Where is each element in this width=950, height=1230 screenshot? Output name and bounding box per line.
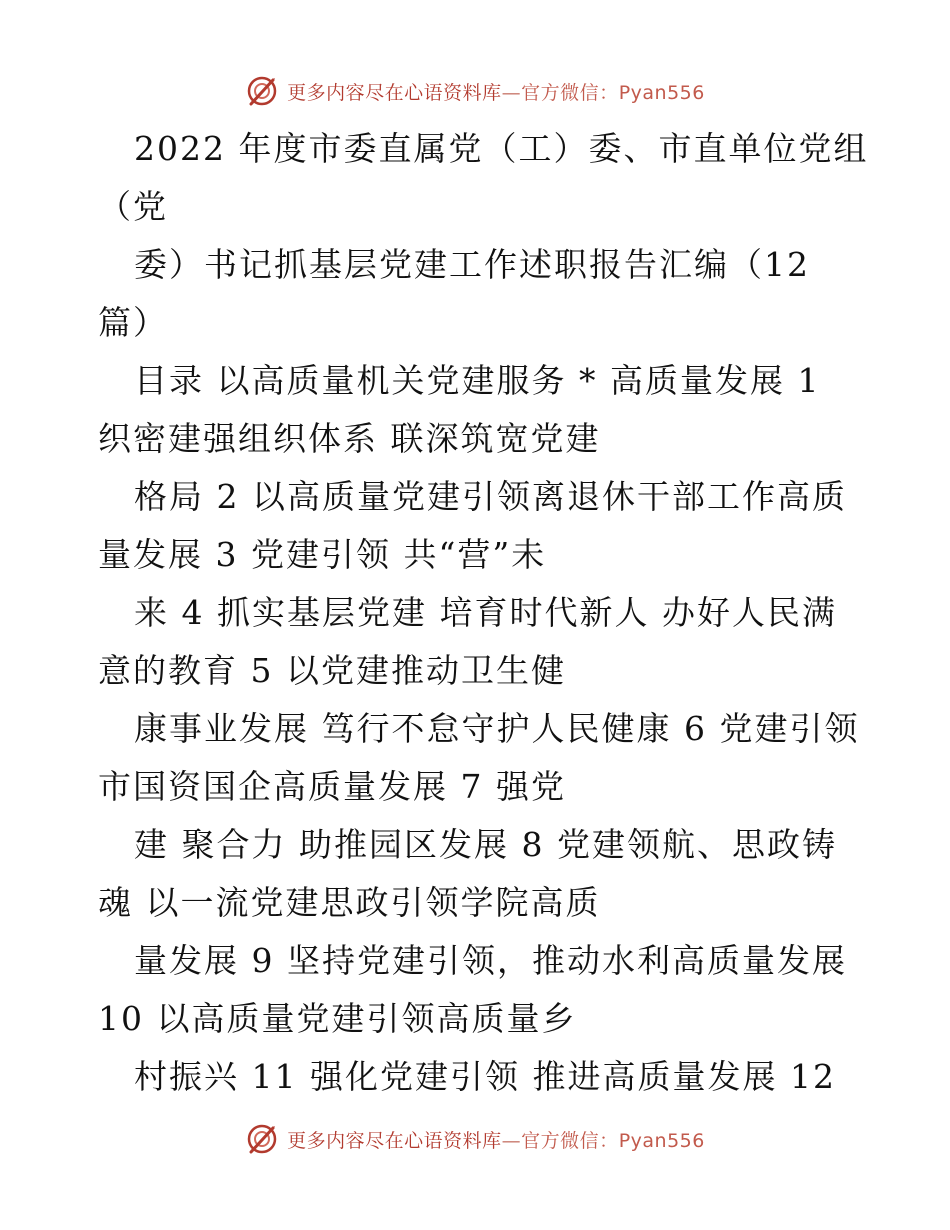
- watermark-text: [287, 1126, 705, 1153]
- watermark-site-name: 更多内容尽在心语资料库: [287, 81, 502, 104]
- watermark-separator: —: [501, 1129, 522, 1152]
- quill-logo-icon: [245, 1122, 279, 1156]
- footer-watermark-banner: [0, 1122, 950, 1156]
- body-text-line: 建 聚合力 助推园区发展 8 党建领航、思政铸: [134, 825, 837, 864]
- body-text-line: 量发展 3 党建引领 共“营”未: [98, 535, 547, 574]
- body-text-line: 村振兴 11 强化党建引领 推进高质量发展 12: [134, 1057, 836, 1096]
- body-text-line: 格局 2 以高质量党建引领离退休干部工作高质: [134, 477, 847, 516]
- body-text-line: 意的教育 5 以党建推动卫生健: [98, 651, 566, 690]
- quill-logo-icon: [245, 74, 279, 108]
- body-text-line: （党: [98, 187, 168, 226]
- body-text-line: 委）书记抓基层党建工作述职报告汇编（12: [134, 245, 810, 284]
- watermark-wechat-id: Pyan556: [618, 1129, 705, 1152]
- body-text-line: 篇）: [98, 303, 168, 342]
- header-watermark-banner: [0, 74, 950, 108]
- body-text-line: 量发展 9 坚持党建引领，推动水利高质量发展: [134, 941, 847, 980]
- body-text-line: 织密建强组织体系 联深筑宽党建: [98, 419, 601, 458]
- watermark-wechat-id: Pyan556: [618, 81, 705, 104]
- body-text-line: 10 以高质量党建引领高质量乡: [98, 999, 577, 1038]
- body-text-line: 目录 以高质量机关党建服务 * 高质量发展 1: [134, 361, 821, 400]
- watermark-site-name: 更多内容尽在心语资料库: [287, 1129, 502, 1152]
- watermark-wechat-label: 官方微信：: [521, 81, 619, 104]
- body-text-line: 来 4 抓实基层党建 培育时代新人 办好人民满: [134, 593, 837, 632]
- body-text-line: 2022 年度市委直属党（工）委、市直单位党组: [134, 129, 869, 168]
- watermark-text: [287, 78, 705, 105]
- document-body: [98, 120, 868, 1106]
- body-text-line: 康事业发展 笃行不怠守护人民健康 6 党建引领: [134, 709, 860, 748]
- body-text-line: 魂 以一流党建思政引领学院高质: [98, 883, 601, 922]
- body-text-line: 市国资国企高质量发展 7 强党: [98, 767, 566, 806]
- watermark-separator: —: [501, 81, 522, 104]
- watermark-wechat-label: 官方微信：: [521, 1129, 619, 1152]
